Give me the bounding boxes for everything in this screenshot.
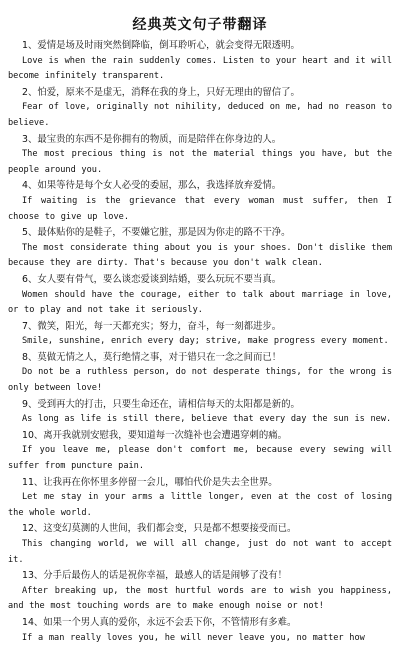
chinese-sentence: 5、最体贴你的是鞋子，不要嫌它脏，那是因为你走的路不干净。 [22, 227, 291, 239]
sentence-item [8, 38, 392, 85]
english-translation: If waiting is the grievance that every woman must suffer, then I choose to give up love. [8, 195, 392, 222]
english-translation: Let me stay in your arms a little longer, even at the cost of losing the whole world. [8, 492, 392, 518]
sentence-item [8, 350, 392, 397]
sentence-item [8, 428, 392, 475]
sentence-item [8, 319, 392, 350]
sentence-item [8, 85, 392, 132]
chinese-sentence: 2、怕爱，原来不是虚无，消释在我的身上，只好无理由的留信了。 [22, 86, 300, 98]
english-translation: If a man really loves you, he will never leave you, no matter how [22, 632, 365, 643]
english-translation: The most precious thing is not the material things you have, but the people around you. [8, 149, 392, 175]
english-translation: Smile, sunshine, enrich every day; strive, make progress every moment. [22, 336, 389, 347]
chinese-sentence: 13、分手后最伤人的话是祝你幸福，最感人的话是闹够了没有！ [22, 570, 288, 582]
chinese-sentence: 9、受到再大的打击，只要生命还在，请相信每天的太阳都是新的。 [22, 398, 300, 410]
sentence-item [8, 521, 392, 568]
sentence-item [8, 568, 392, 615]
english-translation: As long as life is still there, believe that every day the sun is new. [22, 414, 392, 425]
english-translation: The most considerate thing about you is your shoes. Don't dislike them because they are dirty. That's because you don't walk clean. [8, 242, 392, 269]
chinese-sentence: 6、女人要有骨气，要么谈恋爱谈到结婚，要么玩玩不要当真。 [22, 273, 282, 285]
english-translation: After breaking up, the most hurtful words are to wish you happiness, and the most touching words are to make enough noise or not! [8, 585, 392, 612]
english-translation: Fear of love, originally not nihility, deduced on me, had no reason to believe. [8, 102, 392, 128]
sentence-item [8, 132, 392, 179]
english-translation: If you leave me, please don't comfort me, because every sewing will suffer from puncture pain. [8, 445, 392, 472]
chinese-sentence: 10、离开我就别安慰我，要知道每一次缝补也会遭遇穿刺的痛。 [22, 429, 288, 441]
sentence-item [8, 225, 392, 272]
sentence-item [8, 475, 392, 522]
sentence-item [8, 178, 392, 225]
sentence-item [8, 615, 392, 646]
sentence-list [8, 38, 392, 646]
english-translation: Love is when the rain suddenly comes. Listen to your heart and it will become infinitely transparent. [8, 55, 392, 82]
page-title: 经典英文句子带翻译 [132, 17, 268, 33]
chinese-sentence: 3、最宝贵的东西不是你拥有的物质，而是陪伴在你身边的人。 [22, 133, 282, 145]
sentence-item [8, 397, 392, 428]
chinese-sentence: 14、如果一个男人真的爱你，永远不会丢下你，不管情形有多难。 [22, 616, 297, 628]
english-translation: This changing world, we will all change, just do not want to accept it. [8, 539, 392, 565]
chinese-sentence: 8、莫做无情之人，莫行绝情之事，对于错只在一念之间而已！ [22, 351, 282, 363]
chinese-sentence: 12、这变幻莫测的人世间，我们都会变，只是都不想要接受而已。 [22, 523, 297, 535]
chinese-sentence: 7、微笑，阳光，每一天都充实；努力，奋斗，每一刻都进步。 [22, 320, 282, 332]
chinese-sentence: 1、爱情是场及时雨突然倒降临，倒耳聆听心，就会变得无限透明。 [22, 40, 300, 51]
chinese-sentence: 4、如果等待是每个女人必受的委屈，那么，我选择放弃爱情。 [22, 180, 282, 192]
chinese-sentence: 11、让我再在你怀里多停留一会儿，哪怕代价是失去全世界。 [22, 476, 278, 488]
sentence-item [8, 272, 392, 319]
english-translation: Women should have the courage, either to talk about marriage in love, or to play and not take it seriously. [8, 289, 392, 316]
english-translation: Do not be a ruthless person, do not desperate things, for the wrong is only between love! [8, 367, 392, 394]
